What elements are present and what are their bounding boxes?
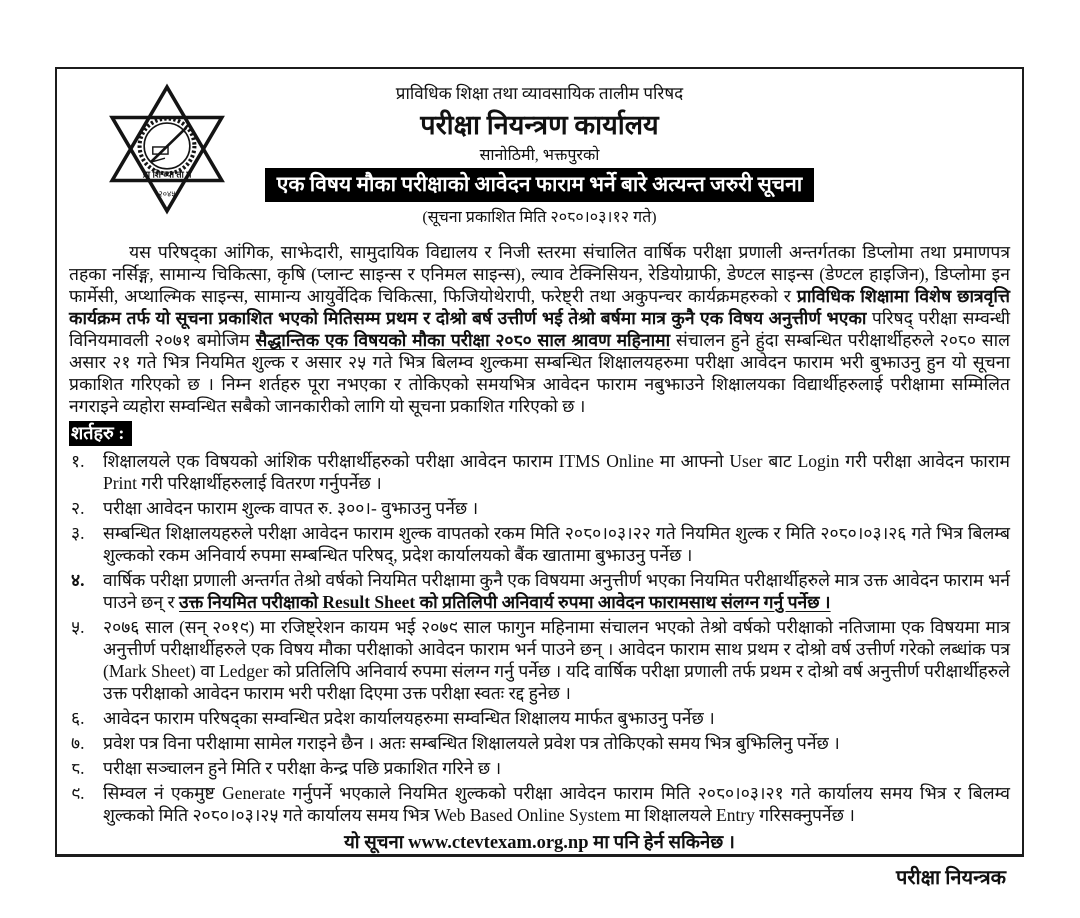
- ctevt-seal-icon: [97, 83, 237, 215]
- term-item: [69, 497, 1010, 519]
- term-number: ४.: [71, 570, 85, 590]
- term-text: [103, 782, 1010, 826]
- term-item: [69, 707, 1010, 729]
- term-number: ६.: [71, 708, 85, 728]
- seal-year-text: २०४५: [158, 189, 176, 199]
- text-run: प्राविधिक शिक्षामा विशेष छात्रवृत्ति कार्यक्रम तर्फ यो सूचना प्रकाशित भएको मितिसम्म प्रथम र दोश्रो बर्ष उत्तीर्ण भई तेश्रो बर्षमा मात्र कुनै एक विषय अनुत्तीर्ण भएका: [69, 286, 1010, 328]
- term-number: ७.: [71, 733, 85, 753]
- notice-title-banner: एक विषय मौका परीक्षाको आवेदन फाराम भर्ने बारे अत्यन्त जरुरी सूचना: [265, 168, 814, 202]
- text-run: आवेदन फाराम परिषद्का सम्वन्धित प्रदेश कार्यालयहरुमा सम्वन्धित शिक्षालय मार्फत बुझाउनु पर्नेछ ।: [103, 708, 715, 728]
- text-run: २०७६ साल (सन् २०१९) मा रजिष्ट्रेशन कायम भई २०७९ साल फागुन महिनामा संचालन भएको तेश्रो वर्षको परीक्षाको नतिजामा एक विषयमा मात्र अनुत्तीर्ण परीक्षार्थीहरुले एक विषय मौका परीक्षाको आवेदन फाराम भर्न पाउने छन् । आवेदन फाराम साथ प्रथम र दोश्रो वर्ष उत्तीर्ण गरेको लब्धांक पत्र (Mark Sheet) वा Ledger को प्रतिलिपि अनिवार्य रुपमा संलग्न गर्नु पर्नेछ । यदि वार्षिक परीक्षा प्रणाली तर्फ प्रथम र दोश्रो वर्ष अनुत्तीर्ण परीक्षार्थीहरुले उक्त परीक्षाको आवेदन फाराम भरी परीक्षा दिएमा उक्त परीक्षा स्वतः रद्द हुनेछ ।: [103, 617, 1010, 703]
- term-text: [103, 497, 1010, 519]
- text-run: यस परिषद्का आंगिक, साझेदारी, सामुदायिक विद्यालय र निजी स्तरमा संचालित वार्षिक परीक्षा प्रणाली अन्तर्गतका डिप्लोमा तथा प्रमाणपत्र तहका नर्सिङ्ग, सामान्य चिकित्सा, कृषि (प्लान्ट साइन्स र एनिमल साइन्स), ल्याव टेक्निसियन, रेडियोग्राफी, डेण्टल साइन्स (डेण्टल हाइजिन), डिप्लोमा इन फार्मेसी, अप्थाल्मिक साइन्स, सामान्य आयुर्वेदिक चिकित्सा, फिजियोथेरापी, फरेष्ट्री तथा अकुपन्चर कार्यक्रमहरुको र: [69, 242, 1010, 306]
- text-run: परिषद् परीक्षा सम्वन्धी विनियमावली २०७१ बमोजिम: [69, 308, 1010, 350]
- term-number: ५.: [71, 617, 85, 637]
- signature-title: परीक्षा नियन्त्रक: [895, 867, 1006, 889]
- term-item: [69, 450, 1010, 494]
- notice-body: [69, 241, 1010, 826]
- text-run: सम्बन्धित शिक्षालयहरुले परीक्षा आवेदन फाराम शुल्क वापतको रकम मिति २०८०।०३।२२ गते नियमित शुल्क र मिति २०८०।०३।२६ गते भित्र बिलम्ब शुल्कको रकम अनिवार्य रुपमा सम्बन्धित परिषद्, प्रदेश कार्यालयको बैंक खातामा बुझाउनु पर्नेछ ।: [103, 523, 1010, 565]
- term-number: ९.: [71, 783, 85, 803]
- text-run: शिक्षालयले एक विषयको आंशिक परीक्षार्थीहरुको परीक्षा आवेदन फाराम ITMS Online मा आफ्नो User बाट Login गरी परीक्षा आवेदन फाराम Print गरी परिक्षार्थीहरुलाई वितरण गर्नुपर्नेछ ।: [103, 451, 1010, 493]
- term-number: ३.: [71, 523, 85, 543]
- office-name: परीक्षा नियन्त्रण कार्यालय: [420, 110, 659, 140]
- text-run: सिम्वल नं एकमुष्ट Generate गर्नुपर्ने भएकाले नियमित शुल्कको परीक्षा आवेदन फाराम मिति २०८०।०३।२१ गते कार्यालय समय भित्र र बिलम्व शुल्कको मिति २०८०।०३।२५ गते कार्यालय समय भित्र Web Based Online System मा शिक्षालयले Entry गरिसक्नुपर्नेछ ।: [103, 783, 1010, 825]
- text-run: उक्त नियमित परीक्षाको Result Sheet को प्रतिलिपी अनिवार्य रुपमा आवेदन फारामसाथ संलग्न गर्नु पर्नेछ ।: [179, 592, 831, 612]
- text-run: परीक्षा आवेदन फाराम शुल्क वापत रु. ३००।- वुझाउनु पर्नेछ ।: [103, 498, 479, 518]
- term-text: [103, 707, 1010, 729]
- website-line: यो सूचना www.ctevtexam.org.np मा पनि हेर्न सकिनेछ ।: [344, 833, 735, 853]
- notice-document: [55, 67, 1024, 889]
- terms-heading: शर्तहरु :: [69, 421, 132, 446]
- term-number: २.: [71, 498, 85, 518]
- text-run: संचालन हुने हुंदा सम्बन्धित परीक्षार्थीहरुले २०८० साल असार २१ गते भित्र नियमित शुल्क र असार २५ गते भित्र बिलम्व शुल्कमा सम्बन्धित शिक्षालयहरुमा परीक्षा आवेदन फाराम भरी बुझाउनु हुन यो सूचना प्रकाशित गरिएको छ । निम्न शर्तहरु पूरा नभएका र तोकिएको समयभित्र आवेदन फाराम नबुझाउने शिक्षालयका विद्यार्थीहरुलाई परीक्षामा सम्मिलित नगराइने व्यहोरा सम्वन्धित सबैको जानकारीको लागि यो सूचना प्रकाशित गरिएको छ ।: [69, 330, 1010, 416]
- intro-paragraph: [69, 241, 1010, 417]
- organization-name: प्राविधिक शिक्षा तथा व्यावसायिक तालीम परिषद: [395, 84, 684, 103]
- publish-date-line: (सूचना प्रकाशित मिति २०८०।०३।१२ गते): [422, 209, 657, 226]
- seal-band-text: प्रा शि व्या ता प: [142, 169, 192, 180]
- term-item: [69, 782, 1010, 826]
- term-text: [103, 450, 1010, 494]
- notice-header: [69, 81, 1010, 227]
- terms-list: [69, 450, 1010, 826]
- term-item: [69, 757, 1010, 779]
- text-run: परीक्षा सञ्चालन हुने मिति र परीक्षा केन्द्र पछि प्रकाशित गरिने छ ।: [103, 758, 502, 778]
- text-run: प्रवेश पत्र विना परीक्षामा सामेल गराइने छैन । अतः सम्बन्धित शिक्षालयले प्रवेश पत्र तोकिएको समय भित्र बुझिलिनु पर्नेछ ।: [103, 733, 840, 753]
- term-number: १.: [71, 451, 85, 471]
- term-text: [103, 569, 1010, 613]
- term-text: [103, 616, 1010, 704]
- term-item: [69, 732, 1010, 754]
- term-item: [69, 522, 1010, 566]
- term-item: [69, 569, 1010, 613]
- text-run: सैद्धान्तिक एक विषयको मौका परीक्षा २०८० साल श्रावण महिनामा: [255, 330, 671, 350]
- text-run: वार्षिक परीक्षा प्रणाली अन्तर्गत तेश्रो वर्षको नियमित परीक्षामा कुनै एक विषयमा अनुत्तीर्ण भएका नियमित परीक्षार्थीहरुले मात्र उक्त आवेदन फाराम भर्न पाउने छन् र: [103, 570, 1010, 612]
- term-text: [103, 522, 1010, 566]
- office-location: सानोठिमी, भक्तपुरको: [479, 147, 600, 164]
- term-text: [103, 732, 1010, 754]
- term-item: [69, 616, 1010, 704]
- term-text: [103, 757, 1010, 779]
- term-number: ८.: [71, 758, 85, 778]
